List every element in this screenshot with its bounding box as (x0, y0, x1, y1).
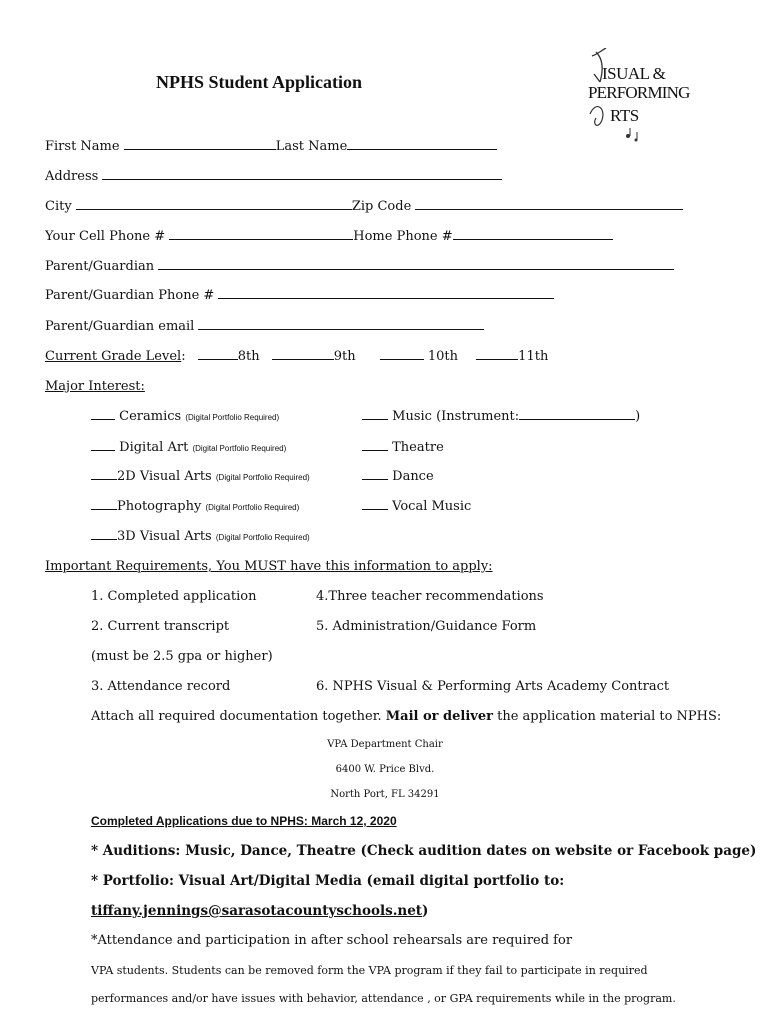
visual2d-blank[interactable] (91, 469, 117, 480)
attach-post: the application material to NPHS: (497, 709, 722, 724)
grade-11-blank[interactable] (476, 349, 518, 360)
ceramics-label: Ceramics (119, 409, 182, 424)
attendance-line-1: *Attendance and participation in after school rehearsals are required for (91, 933, 573, 948)
grade-9: 9th (333, 349, 356, 364)
photo-note: (Digital Portfolio Required) (205, 503, 300, 512)
address-field[interactable] (102, 169, 502, 180)
cell-field[interactable] (169, 229, 353, 240)
requirements-heading: Important Requirements, You MUST have this information to apply: (45, 559, 493, 574)
portfolio-email-link[interactable]: tiffany.jennings@sarasotacountyschools.net (91, 903, 423, 919)
grade-9-blank[interactable] (272, 349, 334, 360)
deadline-notice: Completed Applications due to NPHS: March 12, 2020 (91, 814, 397, 828)
ceramics-blank[interactable] (91, 409, 115, 420)
visual2d-label: 2D Visual Arts (117, 469, 212, 484)
option-3d-visual (91, 529, 310, 544)
address-line-1: VPA Department Chair (327, 739, 443, 750)
visual3d-blank[interactable] (91, 529, 117, 540)
visual3d-note: (Digital Portfolio Required) (215, 533, 310, 542)
music-blank[interactable] (362, 409, 388, 420)
requirement-1: 1. Completed application (91, 589, 257, 604)
vocal-blank[interactable] (362, 499, 388, 510)
auditions-note: * Auditions: Music, Dance, Theatre (Check audition dates on website or Facebook page) (91, 843, 757, 859)
requirement-2: 2. Current transcript (91, 619, 230, 634)
digital-art-blank[interactable] (91, 440, 115, 451)
instrument-field[interactable] (519, 409, 635, 420)
dance-blank[interactable] (362, 469, 388, 480)
vocal-label: Vocal Music (392, 499, 472, 514)
logo-line-2: PERFORMING (588, 83, 690, 102)
home-label: Home Phone # (353, 229, 453, 244)
option-2d-visual (91, 469, 310, 484)
requirement-6: 6. NPHS Visual & Performing Arts Academy Contract (316, 679, 670, 694)
parent-phone-label: Parent/Guardian Phone # (45, 288, 215, 303)
home-field[interactable] (453, 229, 613, 240)
attach-instructions (91, 709, 721, 724)
photo-label: Photography (117, 499, 202, 514)
cell-label: Your Cell Phone # (45, 229, 166, 244)
parent-email-field[interactable] (198, 319, 484, 330)
parent-row (45, 259, 674, 274)
name-row (45, 139, 497, 154)
parent-phone-row (45, 288, 554, 303)
last-name-field[interactable] (347, 139, 497, 150)
requirement-3: 3. Attendance record (91, 679, 231, 694)
photo-blank[interactable] (91, 499, 117, 510)
parent-field[interactable] (158, 259, 674, 270)
requirement-4: 4.Three teacher recommendations (316, 589, 544, 604)
option-digital-art (91, 440, 286, 455)
option-ceramics (91, 409, 279, 424)
visual3d-label: 3D Visual Arts (117, 529, 212, 544)
requirement-2-note: (must be 2.5 gpa or higher) (91, 649, 273, 664)
attach-pre: Attach all required documentation together. (91, 709, 382, 724)
attendance-line-3: performances and/or have issues with behavior, attendance , or GPA requirements while in the program. (91, 992, 676, 1005)
grade-11: 11th (518, 349, 549, 364)
grade-row: Current Grade Level: 8th 9th 10th 11th (45, 349, 549, 364)
portfolio-note: * Portfolio: Visual Art/Digital Media (email digital portfolio to: (91, 873, 565, 889)
option-photography (91, 499, 299, 514)
option-music: Music (Instrument: ) (362, 409, 640, 424)
zip-field[interactable] (415, 199, 683, 210)
option-theatre (362, 440, 444, 455)
parent-email-row (45, 319, 484, 334)
parent-label: Parent/Guardian (45, 259, 155, 274)
address-label: Address (45, 169, 99, 184)
logo-line-1: ISUAL & (602, 64, 666, 83)
option-vocal (362, 499, 471, 514)
logo-line-3: RTS (610, 106, 639, 125)
digital-art-label: Digital Art (119, 440, 189, 455)
city-row (45, 199, 683, 214)
music-label: Music (Instrument: (392, 409, 520, 424)
address-row (45, 169, 502, 184)
requirement-5: 5. Administration/Guidance Form (316, 619, 537, 634)
email-line (91, 903, 428, 919)
first-name-field[interactable] (124, 139, 276, 150)
city-label: City (45, 199, 72, 214)
theatre-label: Theatre (392, 440, 444, 455)
option-dance (362, 469, 434, 484)
digital-art-note: (Digital Portfolio Required) (192, 444, 287, 453)
theatre-blank[interactable] (362, 440, 388, 451)
city-field[interactable] (76, 199, 352, 210)
zip-label: Zip Code (351, 199, 412, 214)
address-line-3: North Port, FL 34291 (330, 789, 440, 800)
grade-10-blank[interactable] (380, 349, 424, 360)
phone-row (45, 229, 613, 244)
vpa-logo (588, 48, 698, 144)
attach-bold: Mail or deliver (385, 709, 493, 724)
attendance-line-2: VPA students. Students can be removed form the VPA program if they fail to participate in required (91, 964, 648, 977)
major-label: Major Interest: (45, 379, 145, 394)
grade-10: 10th (427, 349, 459, 364)
first-name-label: First Name (45, 139, 120, 154)
last-name-label: Last Name (275, 139, 348, 154)
email-close: ) (422, 903, 429, 919)
parent-phone-field[interactable] (218, 288, 554, 299)
visual2d-note: (Digital Portfolio Required) (215, 473, 310, 482)
page-title: NPHS Student Application (156, 72, 363, 92)
dance-label: Dance (392, 469, 434, 484)
address-line-2: 6400 W. Price Blvd. (335, 764, 435, 775)
parent-email-label: Parent/Guardian email (45, 319, 195, 334)
grade-label: Current Grade Level (45, 349, 182, 364)
ceramics-note: (Digital Portfolio Required) (185, 413, 280, 422)
grade-8-blank[interactable] (198, 349, 238, 360)
grade-8: 8th (237, 349, 260, 364)
